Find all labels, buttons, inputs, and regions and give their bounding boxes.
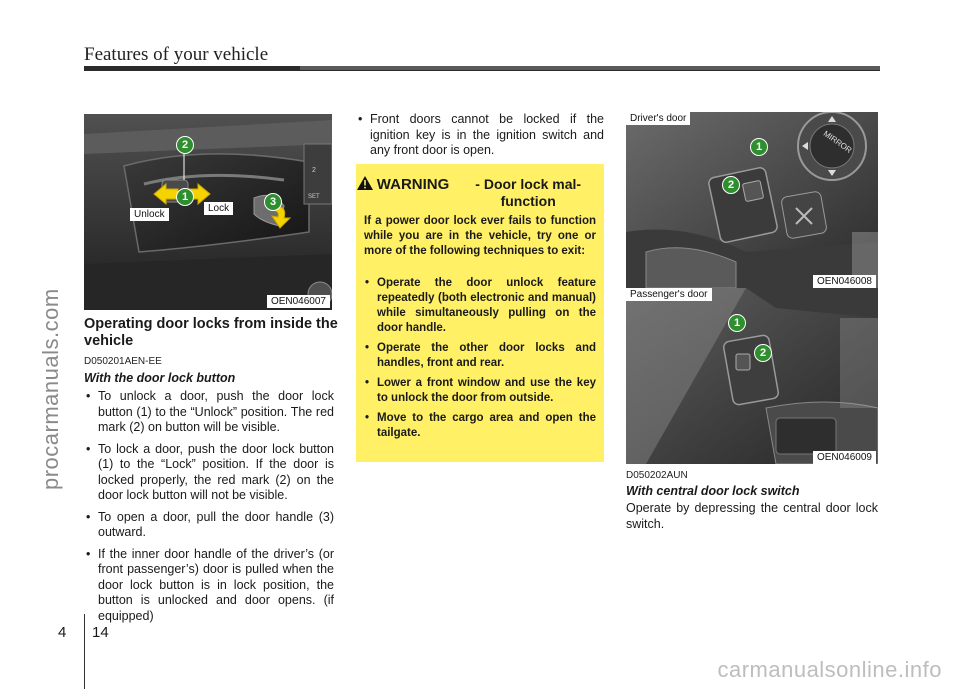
figure-code: OEN046008 xyxy=(813,275,876,288)
warning-triangle-icon xyxy=(357,176,373,190)
figure-code: OEN046009 xyxy=(813,451,876,464)
passengers-door-illustration xyxy=(626,288,878,464)
chapter-number: 4 xyxy=(58,624,67,641)
mirror-label: MIRROR xyxy=(821,128,854,155)
footer-divider xyxy=(84,614,85,689)
list-item: • To unlock a door, push the door lock button (1) to the “Unlock” position. The red mark (2) on button will be visible. xyxy=(84,389,334,436)
list-item: • If the inner door handle of the driver’s (or front passenger’s) door is pulled when the door lock button is in lock position, the button is unlocked and door opens. (if equipped) xyxy=(84,547,334,625)
drivers-door-illustration xyxy=(626,112,878,288)
section-subheading: With central door lock switch xyxy=(626,484,800,498)
bottom-watermark: carmanualsonline.info xyxy=(717,657,942,682)
drivers-door-caption: Driver's door xyxy=(626,112,690,125)
lock-label: Lock xyxy=(204,202,233,215)
callout-number-2: 2 xyxy=(754,344,772,362)
page-number: 14 xyxy=(92,624,109,641)
section-subheading: With the door lock button xyxy=(84,371,236,385)
list-item: • Front doors cannot be locked if the ignition key is in the ignition switch and any front door is open. xyxy=(356,112,604,159)
passengers-door-figure xyxy=(626,288,878,464)
warning-intro: If a power door lock ever fails to function while you are in the vehicle, try one or more of the following techniques to exit: xyxy=(364,215,596,257)
callout-number-2: 2 xyxy=(176,136,194,154)
section-body: Operate by depressing the central door lock switch. xyxy=(626,501,878,531)
door-handle-figure xyxy=(84,114,332,310)
callout-number-3: 3 xyxy=(264,193,282,211)
warning-heading xyxy=(356,176,604,210)
section-heading: Operating door locks from inside the vehicle xyxy=(84,316,338,349)
figure-code: OEN046007 xyxy=(267,295,330,308)
list-item: • Move to the cargo area and open the tailgate. xyxy=(364,411,596,441)
header-rule-thin xyxy=(300,66,880,70)
front-door-note xyxy=(356,112,604,165)
side-watermark xyxy=(10,140,63,520)
page-header-title: Features of your vehicle xyxy=(84,44,269,65)
svg-text:2: 2 xyxy=(312,167,316,174)
callout-number-2: 2 xyxy=(722,176,740,194)
callout-number-1: 1 xyxy=(176,188,194,206)
warning-title: WARNING xyxy=(376,176,450,193)
list-item: • To lock a door, push the door lock button (1) to the “Lock” position. If the door is locked properly, the red mark (2) on the door lock button will not be visible. xyxy=(84,442,334,504)
passengers-door-caption: Passenger's door xyxy=(626,288,712,301)
drivers-door-figure xyxy=(626,112,878,288)
warning-list xyxy=(364,276,596,446)
list-item: • Lower a front window and use the key to unlock the door from outside. xyxy=(364,376,596,406)
section-code: D050202AUN xyxy=(626,470,688,481)
svg-text:SET: SET xyxy=(308,194,320,200)
instruction-list xyxy=(84,389,334,630)
callout-number-1: 1 xyxy=(728,314,746,332)
side-watermark-text: procarmanuals.com xyxy=(38,288,63,490)
list-item: • Operate the other door locks and handles, front and rear. xyxy=(364,341,596,371)
list-item: • Operate the door unlock feature repeatedly (both electronic and manual) while simultaneously pulling on the door handle. xyxy=(364,276,596,336)
callout-number-1: 1 xyxy=(750,138,768,156)
warning-box xyxy=(356,164,604,462)
unlock-label: Unlock xyxy=(130,208,169,221)
warning-title-suffix: - Door lock mal-function xyxy=(475,176,582,209)
section-code: D050201AEN-EE xyxy=(84,356,162,367)
list-item: • To open a door, pull the door handle (3) outward. xyxy=(84,510,334,541)
